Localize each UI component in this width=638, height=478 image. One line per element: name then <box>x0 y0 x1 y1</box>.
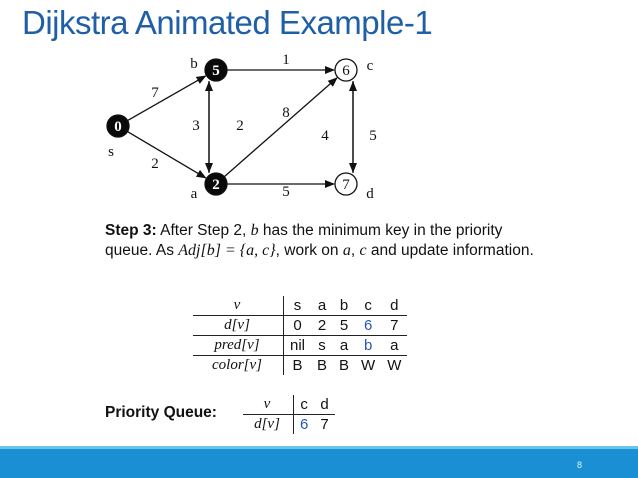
step-description <box>105 221 535 261</box>
table-cell: a <box>333 336 355 356</box>
node-name: s <box>108 144 114 160</box>
table-row-label: pred[v] <box>193 336 284 356</box>
table-header-label: v <box>193 296 284 316</box>
table-header-cell: a <box>311 296 333 316</box>
graph-diagram <box>0 0 638 210</box>
table-cell-updated: b <box>355 336 381 356</box>
step-var-b: b <box>250 222 259 239</box>
edge-weight-a-c: 8 <box>282 105 290 121</box>
table-header-row <box>193 296 407 316</box>
pq-row-label: d[v] <box>243 415 294 435</box>
table-cell: W <box>387 357 402 374</box>
pq-header-cell: c <box>294 395 315 415</box>
edge-weight-b-a: 2 <box>236 118 244 134</box>
table-header-cell: b <box>333 296 355 316</box>
step-adj-expr: Adj[b] = {a, c} <box>178 242 276 259</box>
node-name: b <box>190 56 198 72</box>
pq-header-row <box>243 395 335 415</box>
table-cell: s <box>311 336 333 356</box>
node-a <box>191 173 227 202</box>
node-value: 7 <box>342 177 350 193</box>
node-name: d <box>366 186 374 202</box>
distance-table <box>193 296 407 375</box>
step-text-4: , <box>350 242 360 259</box>
edge-weight-s-b: 7 <box>151 85 159 101</box>
table-cell: B <box>292 357 303 374</box>
priority-queue-label: Priority Queue: <box>105 404 217 421</box>
priority-queue-table <box>243 395 335 434</box>
step-text-3: , work on <box>275 242 343 259</box>
node-b <box>190 56 227 81</box>
step-text-5: and update information. <box>366 242 534 259</box>
table-cell: B <box>339 357 350 374</box>
table-row-distance <box>193 316 407 336</box>
edge-weight-a-b: 3 <box>192 118 200 134</box>
table-row-label: d[v] <box>193 316 284 336</box>
table-row-label: color[v] <box>193 356 284 376</box>
edge-weight-s-a: 2 <box>151 156 159 172</box>
page-number: 8 <box>576 460 582 470</box>
edge-weight-a-d: 5 <box>282 184 290 200</box>
table-cell-updated: 6 <box>355 316 381 336</box>
table-header-cell: c <box>355 296 381 316</box>
node-d <box>335 173 374 202</box>
table-cell: B <box>317 357 328 374</box>
pq-header-cell: d <box>314 395 334 415</box>
table-cell: a <box>381 336 407 356</box>
table-cell: 5 <box>333 316 355 336</box>
step-text-2: has the minimum key in the priority queue. As <box>105 222 503 259</box>
table-header-cell: d <box>381 296 407 316</box>
node-name: c <box>366 58 374 74</box>
table-cell: nil <box>284 336 312 356</box>
edge-s-a <box>127 132 205 178</box>
table-cell: 0 <box>284 316 312 336</box>
edge-weight-b-c: 1 <box>282 52 290 68</box>
edge-weight-d-c: 5 <box>369 128 377 144</box>
pq-cell: 6 <box>300 416 309 433</box>
footer-accent-line <box>0 446 638 449</box>
table-cell: 7 <box>381 316 407 336</box>
table-row-color <box>193 356 407 376</box>
step-text-1: After Step 2, <box>156 222 251 239</box>
pq-value-row <box>243 415 335 435</box>
slide-title: Dijkstra Animated Example-1 <box>22 4 433 41</box>
step-label: Step 3: <box>105 222 157 239</box>
step-var-c: c <box>359 242 367 259</box>
pq-header-label: v <box>243 395 294 415</box>
node-value: 0 <box>114 119 122 135</box>
table-cell: W <box>361 357 376 374</box>
step-var-a: a <box>342 242 351 259</box>
table-cell: 2 <box>311 316 333 336</box>
node-value: 5 <box>212 63 220 79</box>
table-row-pred <box>193 336 407 356</box>
node-c <box>335 58 374 81</box>
footer-bar <box>0 446 638 478</box>
node-s <box>107 115 129 160</box>
node-value: 2 <box>212 177 220 193</box>
node-name: a <box>190 186 198 202</box>
node-value: 6 <box>342 63 350 79</box>
edge-s-b <box>128 76 206 121</box>
pq-cell: 7 <box>320 416 329 433</box>
table-header-cell: s <box>284 296 312 316</box>
edge-weight-c-d: 4 <box>321 128 329 144</box>
